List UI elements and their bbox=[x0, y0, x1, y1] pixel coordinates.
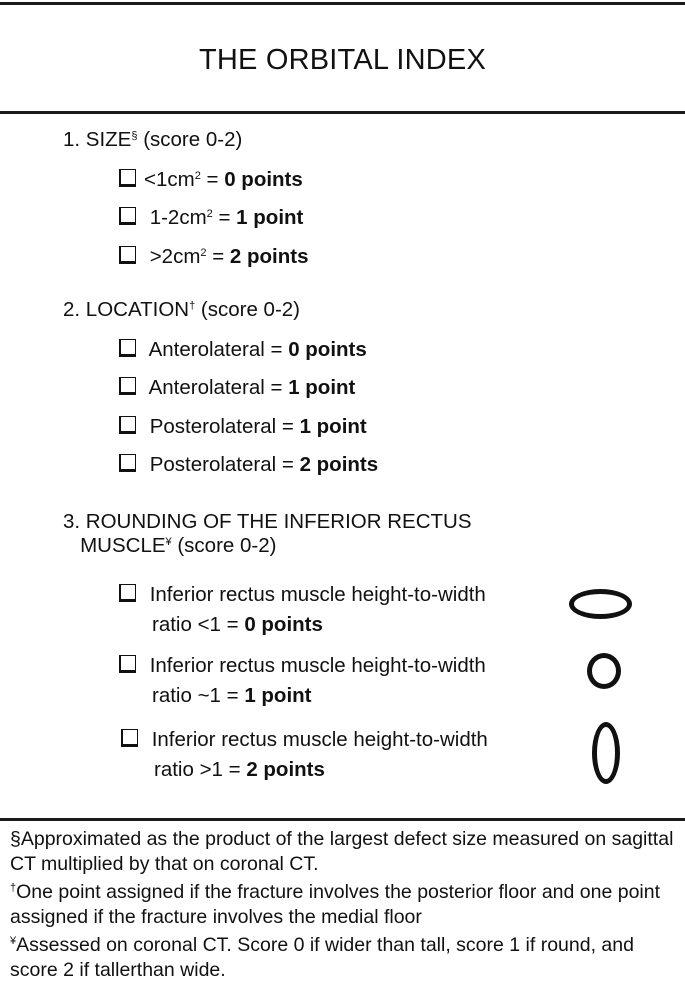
footnote-rule bbox=[0, 818, 685, 821]
heading-text: MUSCLE bbox=[80, 534, 166, 557]
checkbox[interactable] bbox=[121, 729, 138, 747]
footnote-mark: § bbox=[10, 828, 21, 850]
checkbox[interactable] bbox=[119, 377, 136, 395]
points: 2 points bbox=[246, 758, 325, 781]
size-option-0[interactable] bbox=[119, 168, 303, 192]
checkbox[interactable] bbox=[119, 454, 136, 472]
footnote-location bbox=[10, 880, 680, 930]
checkbox[interactable] bbox=[119, 584, 136, 602]
equals: = bbox=[212, 206, 237, 229]
score-range: (score 0-2) bbox=[200, 298, 301, 321]
footnote-text: Assessed on coronal CT. Score 0 if wider than tall, score 1 if round, and score 2 if tallerthan wide. bbox=[10, 934, 634, 981]
size-option-1[interactable] bbox=[119, 206, 303, 230]
score-range: (score 0-2) bbox=[143, 128, 243, 151]
footnote-mark: § bbox=[131, 130, 138, 142]
equals: = bbox=[200, 168, 225, 191]
option-text: ratio >1 = bbox=[154, 758, 247, 781]
option-text: <1cm bbox=[144, 168, 195, 191]
title-rule bbox=[0, 111, 685, 114]
section-location-heading bbox=[63, 298, 300, 322]
footnote-rounding bbox=[10, 933, 680, 983]
location-option-1[interactable] bbox=[119, 376, 355, 400]
footnote-size bbox=[10, 827, 680, 877]
checkbox[interactable] bbox=[119, 169, 136, 187]
footnote-mark: ¥ bbox=[10, 935, 17, 947]
rounding-option-0[interactable] bbox=[119, 580, 486, 640]
option-text: Posterolateral = bbox=[149, 453, 300, 476]
equals: = bbox=[206, 245, 230, 268]
score-range: (score 0-2) bbox=[177, 534, 277, 557]
points: 2 points bbox=[299, 453, 379, 476]
option-text: Anterolateral = bbox=[148, 338, 289, 361]
option-text: Posterolateral = bbox=[149, 415, 300, 438]
checkbox[interactable] bbox=[119, 207, 136, 225]
points: 1 point bbox=[299, 415, 367, 438]
option-text: 1-2cm bbox=[149, 206, 207, 229]
option-text: >2cm bbox=[149, 245, 201, 268]
wide-ellipse-icon bbox=[569, 589, 632, 619]
points: 1 point bbox=[288, 376, 356, 399]
points: 0 points bbox=[224, 168, 303, 191]
option-text: ratio <1 = bbox=[152, 613, 245, 636]
heading-text: 2. LOCATION bbox=[63, 298, 190, 321]
checkbox[interactable] bbox=[119, 655, 136, 673]
checkbox[interactable] bbox=[119, 416, 136, 434]
option-text: ratio ~1 = bbox=[152, 684, 245, 707]
page-title: THE ORBITAL INDEX bbox=[199, 44, 486, 76]
option-text: Inferior rectus muscle height-to-width bbox=[149, 583, 486, 606]
rounding-option-2[interactable] bbox=[121, 725, 488, 785]
checkbox[interactable] bbox=[119, 339, 136, 357]
rounding-option-1[interactable] bbox=[119, 651, 486, 711]
top-rule bbox=[0, 2, 685, 5]
points: 0 points bbox=[288, 338, 367, 361]
points: 2 points bbox=[229, 245, 309, 268]
points: 0 points bbox=[244, 613, 323, 636]
footnote-text: Approximated as the product of the largest defect size measured on sagittal CT multiplied by that on coronal CT. bbox=[10, 828, 674, 875]
superscript: 2 bbox=[200, 247, 207, 259]
section-size-heading bbox=[63, 128, 242, 152]
superscript: 2 bbox=[206, 208, 213, 220]
circle-icon bbox=[587, 653, 621, 689]
points: 1 point bbox=[244, 684, 312, 707]
superscript: 2 bbox=[194, 170, 201, 182]
option-text: Inferior rectus muscle height-to-width bbox=[151, 728, 488, 751]
tall-ellipse-icon bbox=[592, 722, 620, 784]
footnote-mark: † bbox=[10, 882, 17, 894]
footnote-text: One point assigned if the fracture involves the posterior floor and one point assigned if the fracture involves the medial floor bbox=[10, 881, 661, 928]
points: 1 point bbox=[236, 206, 304, 229]
heading-text: 1. SIZE bbox=[63, 128, 132, 151]
location-option-2[interactable] bbox=[119, 415, 367, 439]
location-option-0[interactable] bbox=[119, 338, 367, 362]
option-text: Anterolateral = bbox=[148, 376, 289, 399]
option-text: Inferior rectus muscle height-to-width bbox=[149, 654, 486, 677]
heading-text: 3. ROUNDING OF THE INFERIOR RECTUS bbox=[63, 510, 472, 533]
section-rounding-heading bbox=[63, 510, 472, 558]
location-option-3[interactable] bbox=[119, 453, 378, 477]
size-option-2[interactable] bbox=[119, 245, 309, 269]
footnote-mark: † bbox=[189, 300, 196, 312]
footnote-mark: ¥ bbox=[165, 536, 172, 548]
checkbox[interactable] bbox=[119, 246, 136, 264]
